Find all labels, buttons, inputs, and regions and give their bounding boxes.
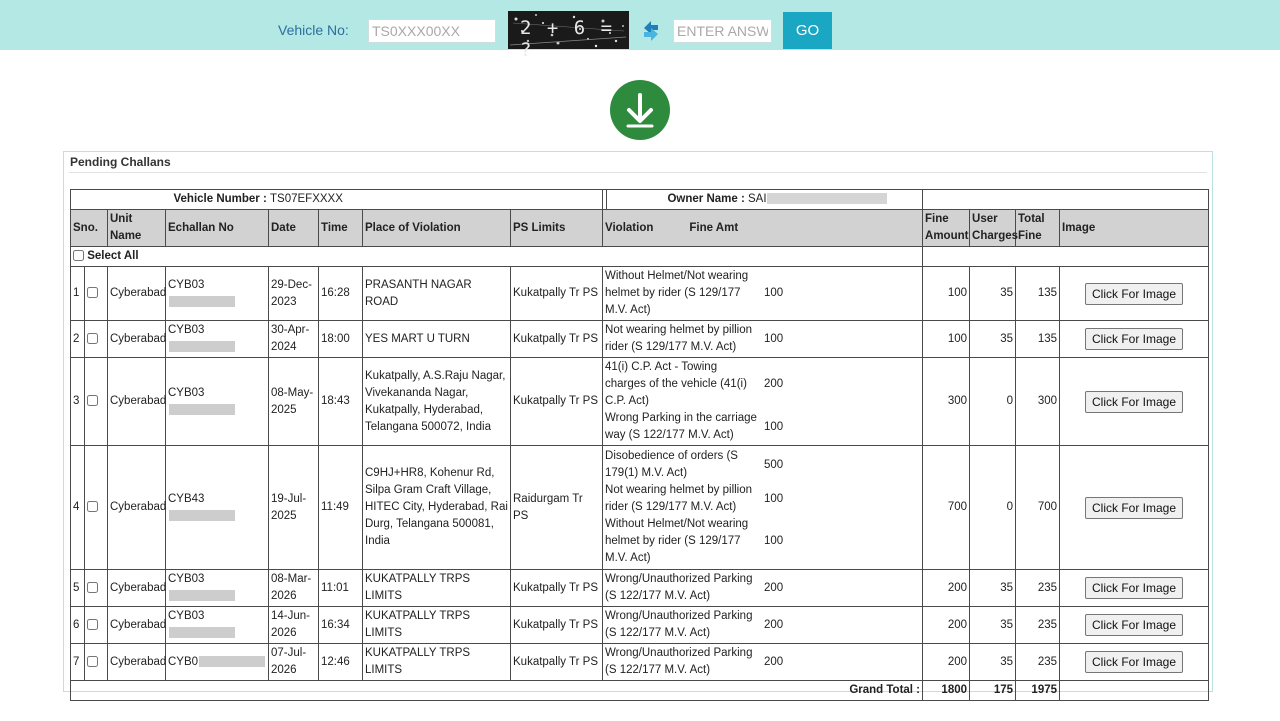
violation-fine-amt: 100 bbox=[764, 420, 784, 433]
date-cell: 08-Mar-2026 bbox=[269, 570, 319, 607]
sno-cell: 1 bbox=[71, 267, 85, 321]
select-all-cell bbox=[71, 247, 923, 267]
captcha-image bbox=[508, 11, 629, 61]
user-charges-cell: 35 bbox=[970, 321, 1016, 358]
click-for-image-button[interactable]: Click For Image bbox=[1085, 497, 1183, 519]
ps-limits-cell: Kukatpally Tr PS bbox=[511, 644, 603, 681]
violation-cell bbox=[603, 644, 923, 681]
user-charges-cell: 35 bbox=[970, 644, 1016, 681]
violation-item bbox=[605, 448, 920, 482]
ps-limits-cell: Raidurgam Tr PS bbox=[511, 446, 603, 570]
fine-amount-cell: 100 bbox=[923, 321, 970, 358]
ps-limits-cell: Kukatpally Tr PS bbox=[511, 321, 603, 358]
date-cell: 08-May-2025 bbox=[269, 358, 319, 446]
col-date: Date bbox=[269, 210, 319, 247]
total-fine-cell: 300 bbox=[1016, 358, 1060, 446]
table-row bbox=[71, 607, 1209, 644]
redaction bbox=[169, 404, 235, 415]
violation-text: Wrong/Unauthorized Parking (S 122/177 M.V. Act) bbox=[605, 647, 753, 676]
select-all-checkbox[interactable] bbox=[73, 250, 84, 261]
checkbox-cell bbox=[85, 358, 108, 446]
violation-text: Wrong/Unauthorized Parking (S 122/177 M.V. Act) bbox=[605, 610, 753, 639]
place-cell: YES MART U TURN bbox=[363, 321, 511, 358]
violation-cell bbox=[603, 267, 923, 321]
col-echallan-no: Echallan No bbox=[166, 210, 269, 247]
echallan-no: CYB03 bbox=[168, 386, 205, 399]
violation-item bbox=[605, 359, 920, 410]
redaction bbox=[169, 341, 235, 352]
grand-total-fine: 1800 bbox=[923, 681, 970, 701]
empty-cell bbox=[923, 190, 1209, 210]
fine-amount-cell: 300 bbox=[923, 358, 970, 446]
user-charges-cell: 0 bbox=[970, 358, 1016, 446]
vehicle-number-label: Vehicle Number : bbox=[173, 193, 267, 205]
place-cell: C9HJ+HR8, Kohenur Rd, Silpa Gram Craft Village, HITEC City, Hyderabad, Rai Durg, Telangana 500081, India bbox=[363, 446, 511, 570]
ps-limits-cell: Kukatpally Tr PS bbox=[511, 267, 603, 321]
ps-limits-cell: Kukatpally Tr PS bbox=[511, 570, 603, 607]
violation-item bbox=[605, 482, 920, 516]
empty-cell bbox=[1060, 681, 1209, 701]
checkbox-cell bbox=[85, 607, 108, 644]
sno-cell: 3 bbox=[71, 358, 85, 446]
vehicle-no-input[interactable] bbox=[368, 19, 496, 43]
grand-total-row bbox=[71, 681, 1209, 701]
redaction bbox=[169, 510, 235, 521]
row-checkbox[interactable] bbox=[87, 582, 98, 593]
fine-amount-cell: 200 bbox=[923, 570, 970, 607]
click-for-image-button[interactable]: Click For Image bbox=[1085, 328, 1183, 350]
row-checkbox[interactable] bbox=[87, 619, 98, 630]
total-fine-cell: 235 bbox=[1016, 644, 1060, 681]
vehicle-info-row bbox=[71, 190, 1209, 210]
col-user-charges: User Charges bbox=[970, 210, 1016, 247]
image-cell bbox=[1060, 570, 1209, 607]
pending-challans-panel bbox=[63, 151, 1213, 696]
place-cell: Kukatpally, A.S.Raju Nagar, Vivekananda Nagar, Kukatpally, Hyderabad, Telangana 500072, India bbox=[363, 358, 511, 446]
echallan-cell bbox=[166, 267, 269, 321]
empty-cell bbox=[923, 247, 1209, 267]
violation-item bbox=[605, 645, 920, 679]
click-for-image-button[interactable]: Click For Image bbox=[1085, 651, 1183, 673]
violation-fine-amt: 100 bbox=[764, 332, 784, 345]
violation-text: 41(i) C.P. Act - Towing charges of the vehicle (41(i) C.P. Act) bbox=[605, 361, 747, 407]
arrow-down-icon bbox=[610, 80, 670, 140]
total-fine-cell: 235 bbox=[1016, 607, 1060, 644]
go-button[interactable]: GO bbox=[783, 12, 832, 49]
grand-total-label: Grand Total : bbox=[71, 681, 923, 701]
image-cell bbox=[1060, 607, 1209, 644]
echallan-no: CYB03 bbox=[168, 573, 205, 585]
checkbox-cell bbox=[85, 321, 108, 358]
row-checkbox[interactable] bbox=[87, 287, 98, 298]
place-cell: KUKATPALLY TRPS LIMITS bbox=[363, 644, 511, 681]
place-cell: PRASANTH NAGAR ROAD bbox=[363, 267, 511, 321]
redaction bbox=[169, 627, 235, 638]
header-row bbox=[71, 210, 1209, 247]
violation-item bbox=[605, 410, 920, 444]
divider bbox=[69, 172, 1207, 173]
col-image: Image bbox=[1060, 210, 1209, 247]
violation-cell bbox=[603, 446, 923, 570]
echallan-no: CYB03 bbox=[168, 610, 205, 622]
echallan-cell bbox=[166, 644, 269, 681]
refresh-icon[interactable] bbox=[640, 18, 662, 44]
col-fine-amount: Fine Amount bbox=[923, 210, 970, 247]
click-for-image-button[interactable]: Click For Image bbox=[1085, 283, 1183, 305]
violation-text: Wrong Parking in the carriage way (S 122/177 M.V. Act) bbox=[605, 412, 757, 441]
total-fine-cell: 235 bbox=[1016, 570, 1060, 607]
image-cell bbox=[1060, 267, 1209, 321]
sno-cell: 7 bbox=[71, 644, 85, 681]
violation-fine-amt: 200 bbox=[764, 618, 784, 631]
row-checkbox[interactable] bbox=[87, 333, 98, 344]
unit-name-cell: Cyberabad bbox=[108, 570, 166, 607]
table-row bbox=[71, 446, 1209, 570]
echallan-cell bbox=[166, 446, 269, 570]
table-body bbox=[71, 190, 1209, 701]
place-cell: KUKATPALLY TRPS LIMITS bbox=[363, 570, 511, 607]
checkbox-cell bbox=[85, 267, 108, 321]
user-charges-cell: 35 bbox=[970, 607, 1016, 644]
row-checkbox[interactable] bbox=[87, 395, 98, 406]
unit-name-cell: Cyberabad bbox=[108, 267, 166, 321]
violation-item bbox=[605, 322, 920, 356]
select-all-label: Select All bbox=[87, 250, 139, 262]
redaction bbox=[169, 590, 235, 601]
ps-limits-cell: Kukatpally Tr PS bbox=[511, 358, 603, 446]
owner-name-cell bbox=[607, 190, 923, 210]
checkbox-cell bbox=[85, 446, 108, 570]
redaction bbox=[767, 193, 887, 204]
total-fine-cell: 135 bbox=[1016, 267, 1060, 321]
owner-name-value: SAI bbox=[748, 193, 767, 205]
user-charges-cell: 35 bbox=[970, 570, 1016, 607]
date-cell: 07-Jul-2026 bbox=[269, 644, 319, 681]
col-total-fine: Total Fine bbox=[1016, 210, 1060, 247]
vehicle-no-label: Vehicle No: bbox=[278, 22, 349, 38]
unit-name-cell: Cyberabad bbox=[108, 358, 166, 446]
sno-cell: 6 bbox=[71, 607, 85, 644]
date-cell: 19-Jul-2025 bbox=[269, 446, 319, 570]
owner-name-label: Owner Name : bbox=[667, 193, 745, 205]
ps-limits-cell: Kukatpally Tr PS bbox=[511, 607, 603, 644]
violation-item bbox=[605, 608, 920, 642]
fine-amount-cell: 200 bbox=[923, 607, 970, 644]
table-row bbox=[71, 358, 1209, 446]
echallan-no: CYB0 bbox=[168, 655, 199, 668]
col-time: Time bbox=[319, 210, 363, 247]
panel-title: Pending Challans bbox=[70, 155, 171, 169]
violation-text: Without Helmet/Not wearing helmet by rider (S 129/177 M.V. Act) bbox=[605, 270, 749, 316]
row-checkbox[interactable] bbox=[87, 501, 98, 512]
time-cell: 11:49 bbox=[319, 446, 363, 570]
user-charges-cell: 0 bbox=[970, 446, 1016, 570]
time-cell: 12:46 bbox=[319, 644, 363, 681]
echallan-cell bbox=[166, 358, 269, 446]
echallan-no: CYB03 bbox=[168, 278, 205, 291]
echallan-no: CYB03 bbox=[168, 324, 205, 336]
time-cell: 16:28 bbox=[319, 267, 363, 321]
violation-fine-amt: 200 bbox=[764, 581, 784, 594]
user-charges-cell: 35 bbox=[970, 267, 1016, 321]
echallan-cell bbox=[166, 570, 269, 607]
click-for-image-button[interactable]: Click For Image bbox=[1085, 614, 1183, 636]
violation-text: Not wearing helmet by pillion rider (S 129/177 M.V. Act) bbox=[605, 484, 753, 513]
violation-fine-amt: 100 bbox=[764, 492, 784, 505]
unit-name-cell: Cyberabad bbox=[108, 446, 166, 570]
redaction bbox=[169, 296, 235, 307]
place-cell: KUKATPALLY TRPS LIMITS bbox=[363, 607, 511, 644]
table-row bbox=[71, 644, 1209, 681]
violation-fine-amt: 200 bbox=[764, 378, 784, 390]
grand-total-user-charges: 175 bbox=[970, 681, 1016, 701]
time-cell: 18:43 bbox=[319, 358, 363, 446]
unit-name-cell: Cyberabad bbox=[108, 321, 166, 358]
sno-cell: 5 bbox=[71, 570, 85, 607]
violation-text: Wrong/Unauthorized Parking (S 122/177 M.V. Act) bbox=[605, 573, 753, 602]
unit-name-cell: Cyberabad bbox=[108, 607, 166, 644]
violation-fine-amt: 500 bbox=[764, 458, 784, 471]
table-row bbox=[71, 267, 1209, 321]
time-cell: 11:01 bbox=[319, 570, 363, 607]
violation-fine-amt: 100 bbox=[764, 287, 784, 299]
captcha-text: 2 + 6 = ? bbox=[520, 17, 615, 61]
col-violation-label: Violation bbox=[605, 221, 654, 234]
time-cell: 18:00 bbox=[319, 321, 363, 358]
captcha-answer-input[interactable] bbox=[673, 19, 772, 43]
sno-cell: 4 bbox=[71, 446, 85, 570]
grand-total-total: 1975 bbox=[1016, 681, 1060, 701]
image-cell bbox=[1060, 358, 1209, 446]
violation-cell bbox=[603, 358, 923, 446]
date-cell: 30-Apr-2024 bbox=[269, 321, 319, 358]
fine-amount-cell: 200 bbox=[923, 644, 970, 681]
sno-cell: 2 bbox=[71, 321, 85, 358]
violation-cell bbox=[603, 570, 923, 607]
echallan-cell bbox=[166, 607, 269, 644]
owner-name-wrap bbox=[748, 191, 920, 208]
violation-fine-amt: 100 bbox=[764, 535, 784, 547]
click-for-image-button[interactable]: Click For Image bbox=[1085, 577, 1183, 599]
col-fine-amt: Fine Amt bbox=[689, 221, 739, 234]
violation-fine-amt: 200 bbox=[764, 655, 784, 668]
table-row bbox=[71, 570, 1209, 607]
violation-item bbox=[605, 571, 920, 605]
row-checkbox[interactable] bbox=[87, 656, 98, 667]
violation-item bbox=[605, 516, 920, 567]
checkbox-cell bbox=[85, 644, 108, 681]
col-ps-limits: PS Limits bbox=[511, 210, 603, 247]
date-cell: 29-Dec-2023 bbox=[269, 267, 319, 321]
search-bar bbox=[0, 0, 1280, 61]
image-cell bbox=[1060, 446, 1209, 570]
fine-amount-cell: 100 bbox=[923, 267, 970, 321]
select-all-row bbox=[71, 247, 1209, 267]
vehicle-number-value: TS07EFXXXX bbox=[270, 193, 343, 205]
image-cell bbox=[1060, 321, 1209, 358]
col-place: Place of Violation bbox=[363, 210, 511, 247]
image-cell bbox=[1060, 644, 1209, 681]
violation-text: Not wearing helmet by pillion rider (S 129/177 M.V. Act) bbox=[605, 324, 753, 353]
date-cell: 14-Jun-2026 bbox=[269, 607, 319, 644]
challans-table bbox=[70, 189, 1209, 701]
fine-amount-cell: 700 bbox=[923, 446, 970, 570]
time-cell: 16:34 bbox=[319, 607, 363, 644]
echallan-cell bbox=[166, 321, 269, 358]
col-sno: Sno. bbox=[71, 210, 108, 247]
vehicle-number-cell bbox=[71, 190, 603, 210]
violation-cell bbox=[603, 607, 923, 644]
violation-item bbox=[605, 268, 920, 319]
violation-text: Disobedience of orders (S 179(1) M.V. Act) bbox=[605, 450, 738, 479]
col-unit-name: Unit Name bbox=[108, 210, 166, 247]
click-for-image-button[interactable]: Click For Image bbox=[1085, 391, 1183, 413]
echallan-no: CYB43 bbox=[168, 492, 205, 505]
violation-text: Without Helmet/Not wearing helmet by rider (S 129/177 M.V. Act) bbox=[605, 518, 749, 564]
violation-cell bbox=[603, 321, 923, 358]
unit-name-cell: Cyberabad bbox=[108, 644, 166, 681]
redaction bbox=[199, 656, 265, 667]
total-fine-cell: 135 bbox=[1016, 321, 1060, 358]
checkbox-cell bbox=[85, 570, 108, 607]
table-row bbox=[71, 321, 1209, 358]
col-violation bbox=[603, 210, 923, 247]
total-fine-cell: 700 bbox=[1016, 446, 1060, 570]
